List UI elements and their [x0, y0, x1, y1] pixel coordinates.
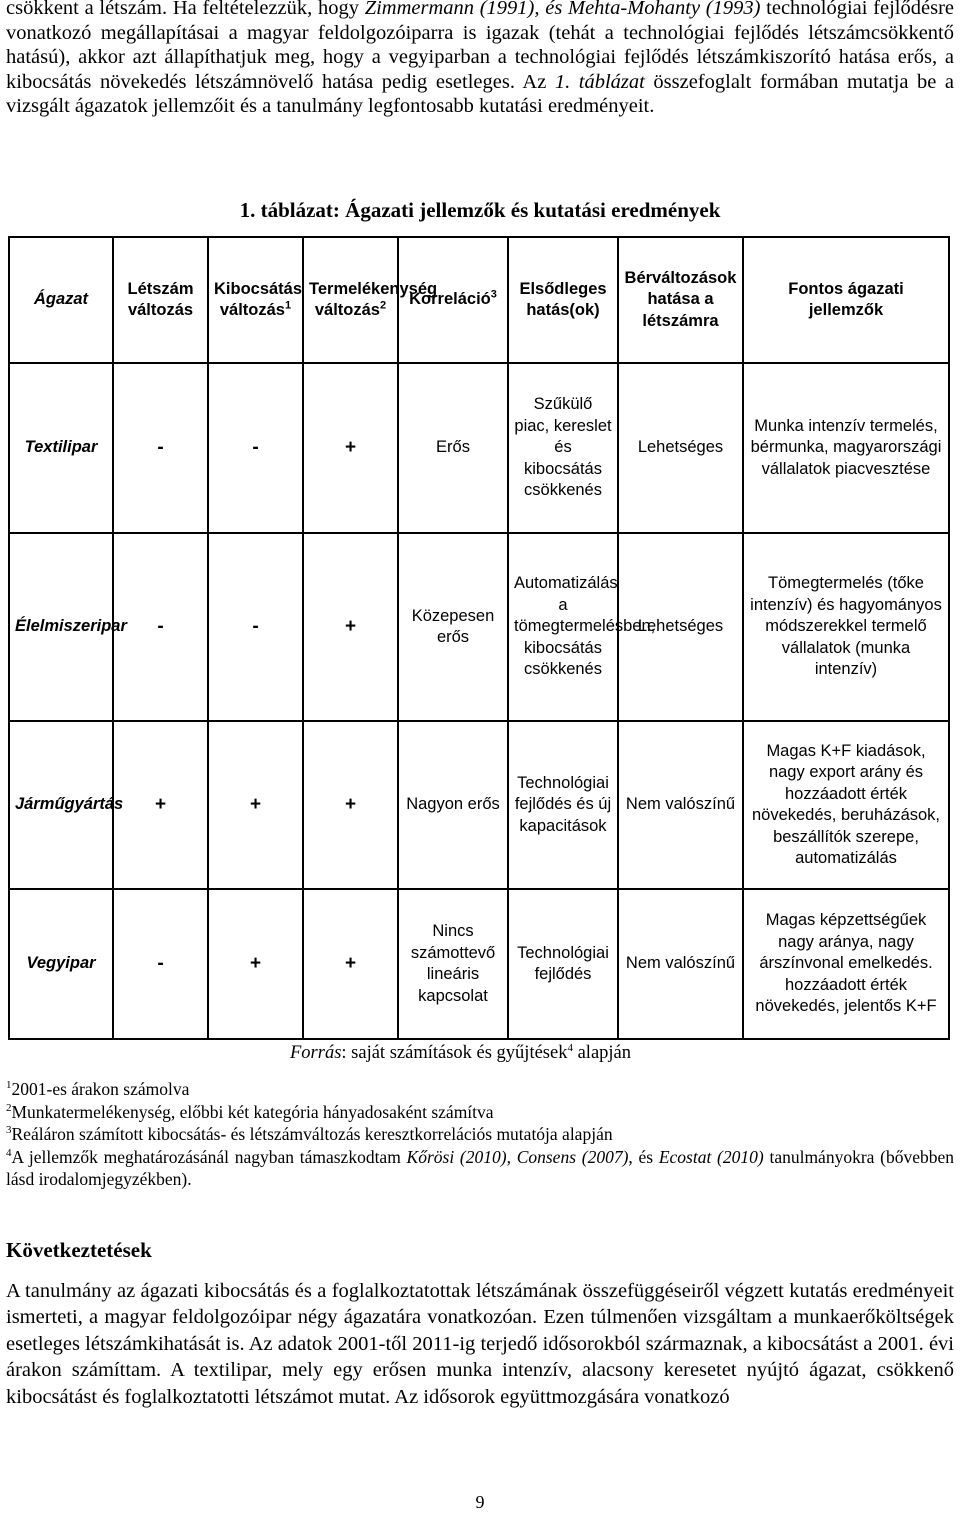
intro-text-c: összefoglalt formában mutatja be a vizsgált ágazatok jellemzőit és a tanulmány legfontosabb kutatási eredményeit.	[6, 70, 954, 118]
header-productivity-change: Termelékenység változás$^2$	[303, 237, 398, 363]
source-label: Forrás	[290, 1043, 342, 1063]
header-primary-effects: Elsődleges hatás(ok)	[508, 237, 618, 363]
header-output-change: Kibocsátás változás$^1$	[208, 237, 303, 363]
cell-output: -	[208, 533, 303, 721]
footnote-2: $^2$Munkatermelékenység, előbbi két kategória hányadosaként számítva	[6, 1101, 494, 1122]
cell-correlation: Közepesen erős	[398, 533, 508, 721]
table-caption: 1. táblázat: Ágazati jellemzők és kutatási eredmények	[239, 198, 721, 222]
cell-sector: Élelmiszeripar	[9, 533, 113, 721]
cell-sector-features: Tömegtermelés (tőke intenzív) és hagyományos módszerekkel termelő vállalatok (munka intenzív)	[743, 533, 949, 721]
table-row	[9, 533, 949, 721]
cell-correlation: Nagyon erős	[398, 721, 508, 889]
section-heading-conclusions: Következtetések	[6, 1238, 152, 1262]
cell-sector: Textilipar	[9, 363, 113, 533]
header-headcount-change: Létszám változás	[113, 237, 208, 363]
page-number: 9	[475, 1492, 485, 1512]
source-text-a: : saját számítások és gyűjtések	[341, 1043, 568, 1063]
cell-sector-features: Magas képzettségűek nagy aránya, nagy árszínvonal emelkedés. hozzáadott érték növekedés, jelentős K+F	[743, 889, 949, 1039]
footnote-3: $^3$Reáláron számított kibocsátás- és létszámváltozás keresztkorrelációs mutatója alapján	[6, 1124, 613, 1144]
header-wage-effects: Bérváltozások hatása a létszámra	[618, 237, 743, 363]
cell-sector: Vegyipar	[9, 889, 113, 1039]
cell-primary-effects: Technológiai fejlődés és új kapacitások	[508, 721, 618, 889]
cell-output: -	[208, 363, 303, 533]
cell-wage-effects: Lehetséges	[618, 363, 743, 533]
footnote-4: $^4$A jellemzők meghatározásánál nagyban támaszkodtam Kőrösi (2010), Consens (2007), és Ecostat (2010) tanulmányokra (bővebben lásd irodalomjegyzékben).	[6, 1146, 955, 1189]
intro-citation: Zimmermann (1991), és Mehta-Mohanty (1993)	[364, 0, 761, 19]
table-row	[9, 721, 949, 889]
intro-text-b: technológiai fejlődésre vonatkozó megállapításai a magyar feldolgozóiparra is igazak (tehát a technológiai fejlődés létszámcsökkentő hatású), akkor azt állapíthatjuk meg, hogy a vegyiparban a technológiai fejlődés létszámkiszorító hatása erős, a kibocsátás növekedés létszámnövelő hatása pedig esetleges. Az	[6, 0, 954, 93]
cell-productivity: +	[303, 533, 398, 721]
header-sector-features: Fontos ágazati jellemzők	[743, 237, 949, 363]
cell-productivity: +	[303, 721, 398, 889]
cell-productivity: +	[303, 363, 398, 533]
cell-sector-features: Munka intenzív termelés, bérmunka, magyarországi vállalatok piacvesztése	[743, 363, 949, 533]
header-sector: Ágazat	[9, 237, 113, 363]
cell-primary-effects: Automatizálás a tömegtermelésben, kibocsátás csökkenés	[508, 533, 618, 721]
cell-headcount: +	[113, 721, 208, 889]
sector-results-table	[8, 236, 950, 1040]
cell-headcount: -	[113, 889, 208, 1039]
cell-output: +	[208, 889, 303, 1039]
table-row	[9, 889, 949, 1039]
table-source-note	[290, 1041, 631, 1065]
header-correlation: Korreláció$^3$	[398, 237, 508, 363]
cell-wage-effects: Nem valószínű	[618, 721, 743, 889]
cell-output: +	[208, 721, 303, 889]
conclusions-text: A tanulmány az ágazati kibocsátás és a foglalkoztatottak létszámának összefüggéseiről végzett kutatás eredményeit ismerteti, a magyar feldolgozóipar négy ágazatára vonatkozóan. Ezen túlmenően vizsgáltam a munkaerőköltségek esetleges létszámkihatását is. Az adatok 2001-től 2011-ig terjedő idősorokból származnak, a kibocsátást a 2001. évi árakon számíttam. A textilipar, mely egy erősen munka intenzív, alacsony keresetet nyújtó ágazat, csökkenő kibocsátást és foglalkoztatotti létszámot mutat. Az idősorok együttmozgására vonatkozó	[6, 1280, 954, 1408]
source-text-b: alapján	[572, 1043, 632, 1063]
footnotes	[6, 1078, 954, 1191]
cell-headcount: -	[113, 533, 208, 721]
cell-correlation: Erős	[398, 363, 508, 533]
intro-table-reference: 1. táblázat	[554, 70, 645, 93]
footnote-1: $^1$2001-es árakon számolva	[6, 1079, 190, 1099]
intro-text-a: csökkent a létszám. Ha feltételezzük, hogy	[6, 0, 365, 19]
cell-sector: Járműgyártás	[9, 721, 113, 889]
cell-primary-effects: Technológiai fejlődés	[508, 889, 618, 1039]
table-row	[9, 363, 949, 533]
conclusions-paragraph	[6, 1278, 954, 1410]
source-footnote-mark: 4	[567, 1041, 573, 1054]
cell-primary-effects: Szűkülő piac, kereslet és kibocsátás csökkenés	[508, 363, 618, 533]
cell-wage-effects: Nem valószínű	[618, 889, 743, 1039]
cell-headcount: -	[113, 363, 208, 533]
intro-paragraph	[6, 0, 954, 119]
cell-sector-features: Magas K+F kiadások, nagy export arány és hozzáadott érték növekedés, beruházások, beszállítók szerepe, automatizálás	[743, 721, 949, 889]
table-header-row	[9, 237, 949, 363]
cell-wage-effects: Lehetséges	[618, 533, 743, 721]
cell-correlation: Nincs számottevő lineáris kapcsolat	[398, 889, 508, 1039]
cell-productivity: +	[303, 889, 398, 1039]
